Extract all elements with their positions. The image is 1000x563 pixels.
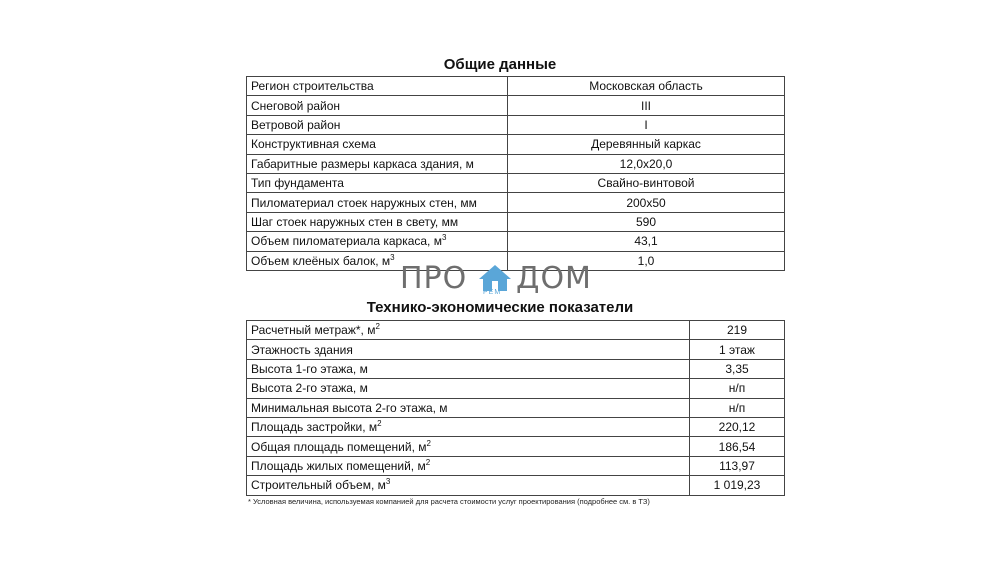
unit-superscript: 3 bbox=[441, 233, 447, 243]
row-label: Пиломатериал стоек наружных стен, мм bbox=[251, 195, 477, 210]
logo-word-right: ДОМ bbox=[516, 261, 592, 296]
row-value: 590 bbox=[508, 212, 785, 231]
row-value: 1 019,23 bbox=[690, 476, 785, 495]
logo-word-left: ПРО bbox=[400, 261, 468, 296]
row-value: 200х50 bbox=[508, 193, 785, 212]
row-label-cell bbox=[247, 456, 690, 475]
row-label-cell bbox=[247, 232, 508, 251]
table-row bbox=[247, 212, 785, 231]
row-label: Объем клеёных балок, м bbox=[251, 253, 391, 268]
row-label: Шаг стоек наружных стен в свету, мм bbox=[251, 214, 459, 229]
row-label: Габаритные размеры каркаса здания, м bbox=[251, 156, 474, 171]
row-label-cell bbox=[247, 379, 690, 398]
row-label-cell bbox=[247, 115, 508, 134]
unit-superscript: 3 bbox=[390, 252, 395, 262]
row-label-cell bbox=[247, 417, 690, 436]
row-label: Общая площадь помещений, м bbox=[251, 439, 427, 454]
row-value: Свайно-винтовой bbox=[508, 173, 785, 192]
table-row bbox=[247, 173, 785, 192]
row-label-cell bbox=[247, 321, 690, 340]
footnote: * Условная величина, используемая компанией для расчета стоимости услуг проектирования (подробнее см. в ТЗ) bbox=[248, 497, 650, 506]
row-value: 219 bbox=[690, 321, 785, 340]
table-row bbox=[247, 135, 785, 154]
row-label: Снеговой район bbox=[251, 98, 341, 113]
table-row bbox=[247, 476, 785, 495]
row-value: 220,12 bbox=[690, 417, 785, 436]
row-label: Расчетный метраж*, м bbox=[251, 323, 376, 338]
row-value: 3,35 bbox=[690, 359, 785, 378]
row-value: Деревянный каркас bbox=[508, 135, 785, 154]
row-value: Московская область bbox=[508, 77, 785, 96]
row-label-cell bbox=[247, 154, 508, 173]
unit-superscript: 2 bbox=[375, 322, 380, 332]
table-row bbox=[247, 359, 785, 378]
tech-indicators-title: Технико-экономические показатели bbox=[366, 299, 634, 316]
row-label-cell bbox=[247, 173, 508, 192]
table-row bbox=[247, 340, 785, 359]
row-label: Строительный объем, м bbox=[251, 478, 386, 493]
row-label: Высота 1-го этажа, м bbox=[251, 361, 368, 376]
row-label: Объем пиломатериала каркаса, м bbox=[251, 234, 442, 249]
tech-indicators-table bbox=[246, 320, 785, 496]
row-value: 1 этаж bbox=[690, 340, 785, 359]
table-row bbox=[247, 154, 785, 173]
row-value: н/п bbox=[690, 398, 785, 417]
row-value: I bbox=[508, 115, 785, 134]
row-label: Площадь жилых помещений, м bbox=[251, 458, 426, 473]
row-label-cell bbox=[247, 398, 690, 417]
row-label: Минимальная высота 2-го этажа, м bbox=[251, 400, 448, 415]
row-label-cell bbox=[247, 212, 508, 231]
row-value: III bbox=[508, 96, 785, 115]
table-row bbox=[247, 96, 785, 115]
table-row bbox=[247, 77, 785, 96]
unit-superscript: 2 bbox=[426, 438, 431, 448]
table-row bbox=[247, 398, 785, 417]
general-data-title: Общие данные bbox=[443, 56, 557, 73]
row-value: 186,54 bbox=[690, 437, 785, 456]
row-label: Тип фундамента bbox=[251, 176, 344, 191]
table-row bbox=[247, 321, 785, 340]
watermark-logo bbox=[400, 262, 600, 302]
row-label-cell bbox=[247, 193, 508, 212]
unit-superscript: 2 bbox=[377, 419, 382, 429]
row-label-cell bbox=[247, 476, 690, 495]
unit-superscript: 2 bbox=[425, 457, 431, 467]
row-value: 1,0 bbox=[508, 251, 785, 270]
unit-superscript: 3 bbox=[385, 477, 391, 487]
general-data-table bbox=[246, 76, 785, 271]
row-label-cell bbox=[247, 340, 690, 359]
row-value: 43,1 bbox=[508, 232, 785, 251]
table-row bbox=[247, 232, 785, 251]
row-label-cell bbox=[247, 359, 690, 378]
row-label: Регион строительства bbox=[251, 79, 374, 94]
logo-sub: РЕМ bbox=[483, 289, 502, 296]
row-label: Высота 2-го этажа, м bbox=[251, 381, 368, 396]
table-row bbox=[247, 379, 785, 398]
table-row bbox=[247, 437, 785, 456]
table-row bbox=[247, 417, 785, 436]
row-value: 12,0х20,0 bbox=[508, 154, 785, 173]
row-label: Ветровой район bbox=[251, 117, 341, 132]
row-label-cell bbox=[247, 77, 508, 96]
row-value: н/п bbox=[690, 379, 785, 398]
row-label: Конструктивная схема bbox=[251, 137, 376, 152]
row-label: Площадь застройки, м bbox=[251, 420, 378, 435]
table-row bbox=[247, 115, 785, 134]
row-label: Этажность здания bbox=[251, 342, 353, 357]
row-value: 113,97 bbox=[690, 456, 785, 475]
row-label-cell bbox=[247, 437, 690, 456]
row-label-cell bbox=[247, 135, 508, 154]
table-row bbox=[247, 456, 785, 475]
table-row bbox=[247, 193, 785, 212]
row-label-cell bbox=[247, 96, 508, 115]
